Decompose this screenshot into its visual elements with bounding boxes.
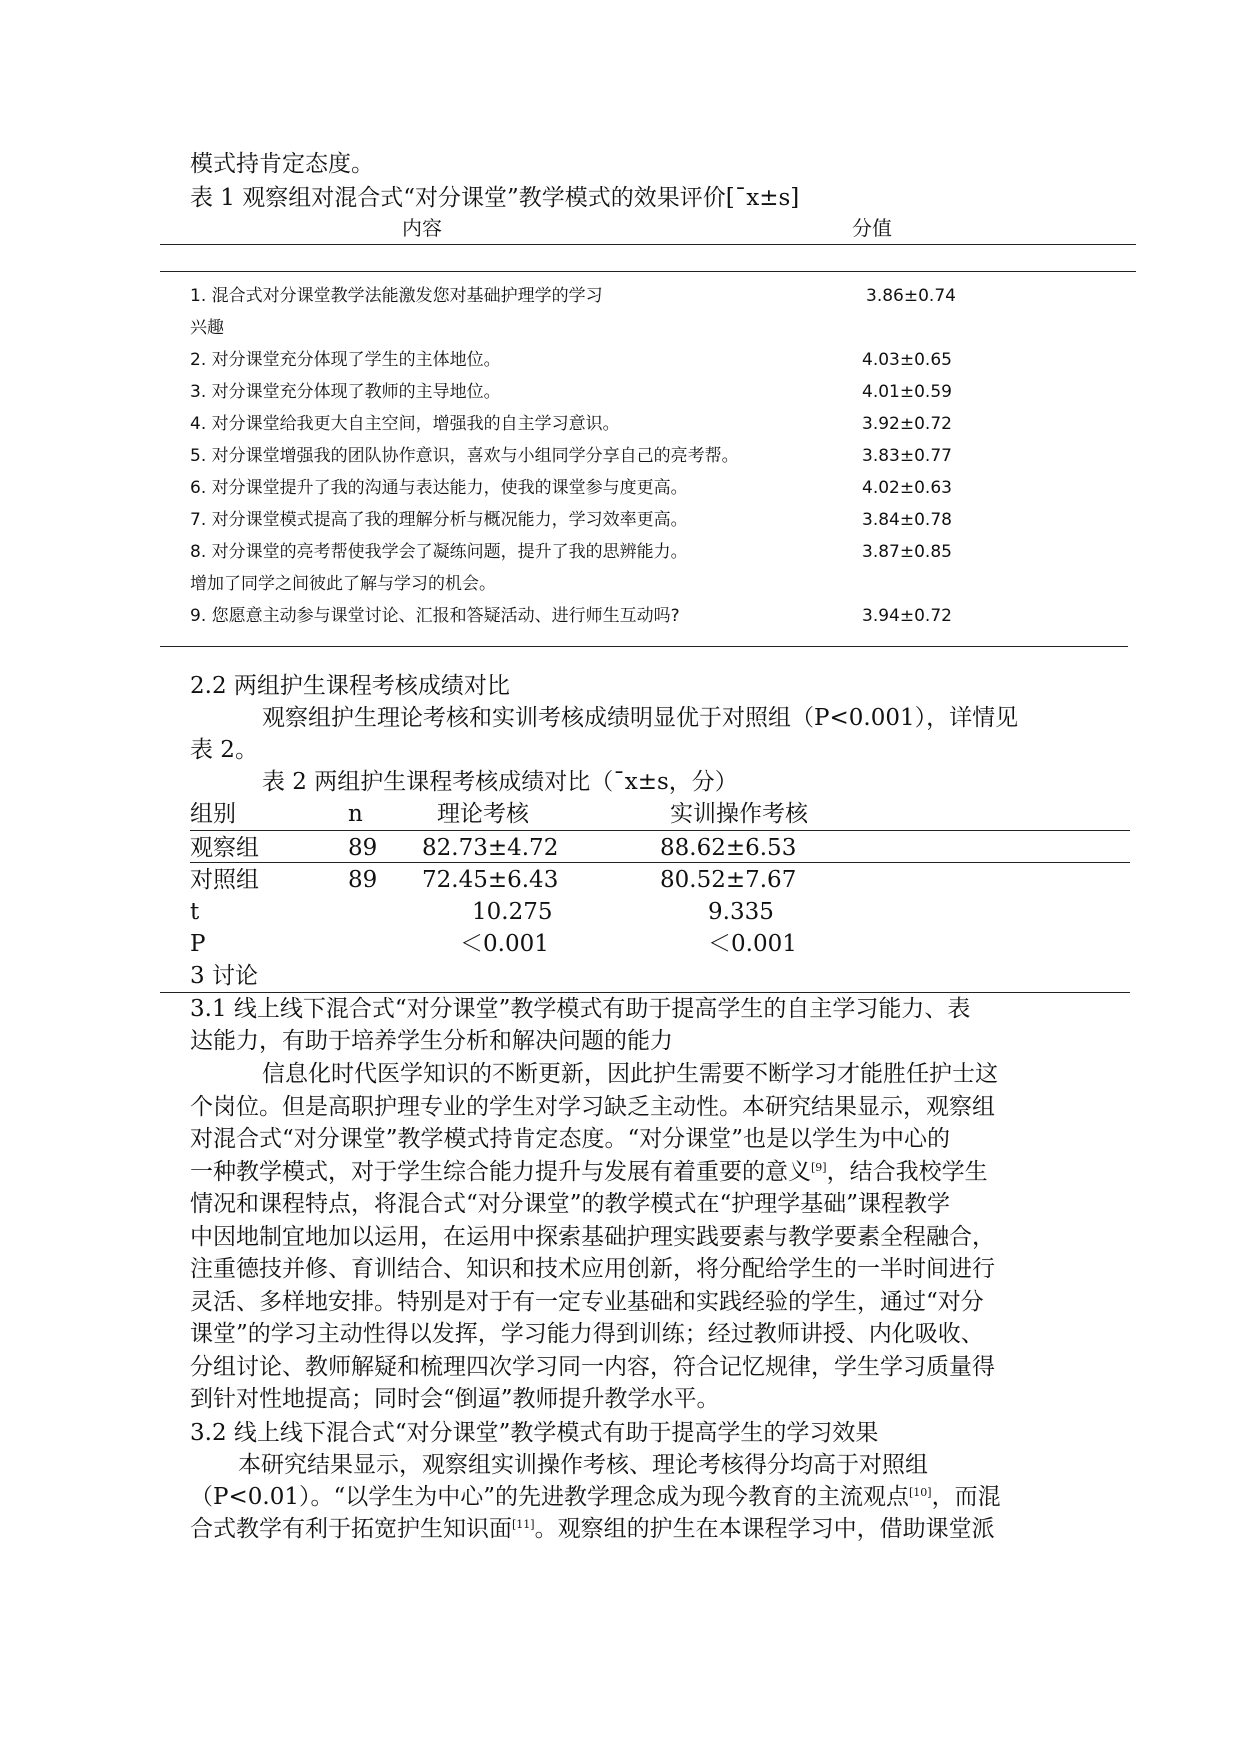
table2-header-group: 组别: [190, 801, 236, 827]
table2-header-n: n: [348, 801, 363, 827]
table1-row-3: 3. 对分课堂充分体现了教师的主导地位。: [190, 382, 501, 402]
table1-score-5: 3.83±0.77: [862, 446, 952, 466]
table2-r1-group: 观察组: [190, 835, 259, 861]
para-line: 中因地制宜地加以运用，在运用中探索基础护理实践要素与教学要素全程融合，: [190, 1223, 995, 1250]
table2-r4-practice: ＜0.001: [708, 931, 797, 957]
table2-header-theory: 理论考核: [437, 801, 529, 827]
table2-r1-n: 89: [348, 835, 378, 861]
table2-r4-theory: ＜0.001: [460, 931, 549, 957]
line-text: （P<0.01）。“以学生为中心”的先进教学理念成为现今教育的主流观点: [190, 1484, 909, 1510]
para-line: 情况和课程特点，将混合式“对分课堂”的教学模式在“护理学基础”课程教学: [190, 1191, 951, 1217]
para-line: [190, 1156, 1050, 1189]
table2-r4-label: P: [190, 931, 206, 957]
section-2-2-para-line-1: 观察组护生理论考核和实训考核成绩明显优于对照组（P<0.001），详情见: [262, 705, 1019, 731]
para-line: 分组讨论、教师解疑和梳理四次学习同一内容，符合记忆规律，学生学习质量得: [190, 1353, 995, 1380]
citation-9[interactable]: [9]: [811, 1160, 827, 1174]
table1-row-1-cont: 兴趣: [190, 318, 224, 338]
para-line: 个岗位。但是高职护理专业的学生对学习缺乏主动性。本研究结果显示，观察组: [190, 1093, 995, 1120]
table1-row-2: 2. 对分课堂充分体现了学生的主体地位。: [190, 350, 501, 370]
table2-r1-theory: 82.73±4.72: [422, 835, 559, 861]
table1-row-9: 9. 您愿意主动参与课堂讨论、汇报和答疑活动、进行师生互动吗?: [190, 606, 680, 626]
para-line: 注重德技并修、育训结合、知识和技术应用创新，将分配给学生的一半时间进行: [190, 1256, 995, 1282]
para-line: 到针对性地提高；同时会“倒逼”教师提升教学水平。: [190, 1386, 720, 1412]
citation-11[interactable]: [11]: [512, 1518, 535, 1531]
table1-row-4: 4. 对分课堂给我更大自主空间，增强我的自主学习意识。: [190, 414, 620, 434]
table2-r2-n: 89: [348, 867, 378, 893]
table1-row-5: 5. 对分课堂增强我的团队协作意识，喜欢与小组同学分享自己的亮考帮。: [190, 446, 739, 466]
table2-r3-label: t: [190, 899, 200, 925]
table1-header-rule: [160, 271, 1136, 272]
table1-score-3: 4.01±0.59: [862, 382, 952, 402]
section-3-1-paragraph: [190, 1058, 1050, 1416]
section-3-2-heading: 3.2 线上线下混合式“对分课堂”教学模式有助于提高学生的学习效果: [190, 1420, 879, 1446]
section-3-1-heading-line-1: 3.1 线上线下混合式“对分课堂”教学模式有助于提高学生的自主学习能力、表: [190, 996, 971, 1022]
table1-row-7: 7. 对分课堂模式提高了我的理解分析与概况能力，学习效率更高。: [190, 510, 688, 530]
table2-caption: 表 2 两组护生课程考核成绩对比（¯x±s，分）: [262, 769, 738, 795]
table1-score-1: 3.86±0.74: [866, 286, 956, 306]
table1-score-9: 3.94±0.72: [862, 606, 952, 626]
table1-score-6: 4.02±0.63: [862, 478, 952, 498]
continued-text: 模式持肯定态度。: [190, 151, 374, 177]
para-line: 对混合式“对分课堂”教学模式持肯定态度。“对分课堂”也是以学生为中心的: [190, 1126, 951, 1152]
section-3-heading: 3 讨论: [190, 963, 258, 989]
table1-row-8: 8. 对分课堂的亮考帮使我学会了凝练问题，提升了我的思辨能力。: [190, 542, 688, 562]
table1-header-score: 分值: [852, 216, 892, 240]
table1-row-8-cont: 增加了同学之间彼此了解与学习的机会。: [190, 574, 496, 594]
table1-header-content: 内容: [402, 216, 442, 240]
line-text: 合式教学有利于拓宽护生知识面: [190, 1516, 512, 1542]
table2-r2-theory: 72.45±6.43: [422, 867, 559, 893]
table1-top-rule: [160, 244, 1136, 245]
para-line-text: 一种教学模式，对于学生综合能力提升与发展有着重要的意义: [190, 1158, 811, 1185]
table1-score-4: 3.92±0.72: [862, 414, 952, 434]
table1-score-8: 3.87±0.85: [862, 542, 952, 562]
line-text: 。观察组的护生在本课程学习中，借助课堂派: [534, 1516, 995, 1542]
table2-r3-practice: 9.335: [708, 899, 774, 925]
table2-header-rule: [190, 830, 1130, 831]
table1-row-6: 6. 对分课堂提升了我的沟通与表达能力，使我的课堂参与度更高。: [190, 478, 688, 498]
para-line-text: ，结合我校学生: [826, 1158, 988, 1185]
table2-r2-group: 对照组: [190, 867, 259, 893]
table2-r2-practice: 80.52±7.67: [660, 867, 797, 893]
table2-r3-theory: 10.275: [472, 899, 553, 925]
table2-r1-practice: 88.62±6.53: [660, 835, 797, 861]
section-3-2-line-3: [190, 1513, 995, 1545]
table1-bottom-rule: [160, 646, 1128, 647]
table1-caption: 表 1 观察组对混合式“对分课堂”教学模式的效果评价[¯x±s]: [190, 185, 800, 211]
table1-row-1: 1. 混合式对分课堂教学法能激发您对基础护理学的学习: [190, 286, 603, 306]
para-line: 灵活、多样地安排。特别是对于有一定专业基础和实践经验的学生，通过“对分: [190, 1288, 984, 1315]
section-2-2-heading: 2.2 两组护生课程考核成绩对比: [190, 673, 510, 699]
citation-10[interactable]: [10]: [908, 1486, 932, 1499]
para-line: 课堂”的学习主动性得以发挥，学习能力得到训练；经过教师讲授、内化吸收、: [190, 1321, 984, 1347]
section-3-2-line-2: [190, 1481, 1001, 1513]
para-line: 信息化时代医学知识的不断更新，因此护生需要不断学习才能胜任护士这: [262, 1061, 998, 1087]
table2-mid-rule: [190, 862, 1130, 863]
table1-score-2: 4.03±0.65: [862, 350, 952, 370]
table2-header-practice: 实训操作考核: [670, 801, 808, 827]
line-text: ，而混: [931, 1484, 1001, 1510]
section-3-2-line-1: 本研究结果显示，观察组实训操作考核、理论考核得分均高于对照组: [238, 1452, 928, 1478]
section-3-1-heading-line-2: 达能力，有助于培养学生分析和解决问题的能力: [190, 1028, 673, 1054]
table1-score-7: 3.84±0.78: [862, 510, 952, 530]
section-2-2-para-line-2: 表 2。: [190, 737, 258, 763]
